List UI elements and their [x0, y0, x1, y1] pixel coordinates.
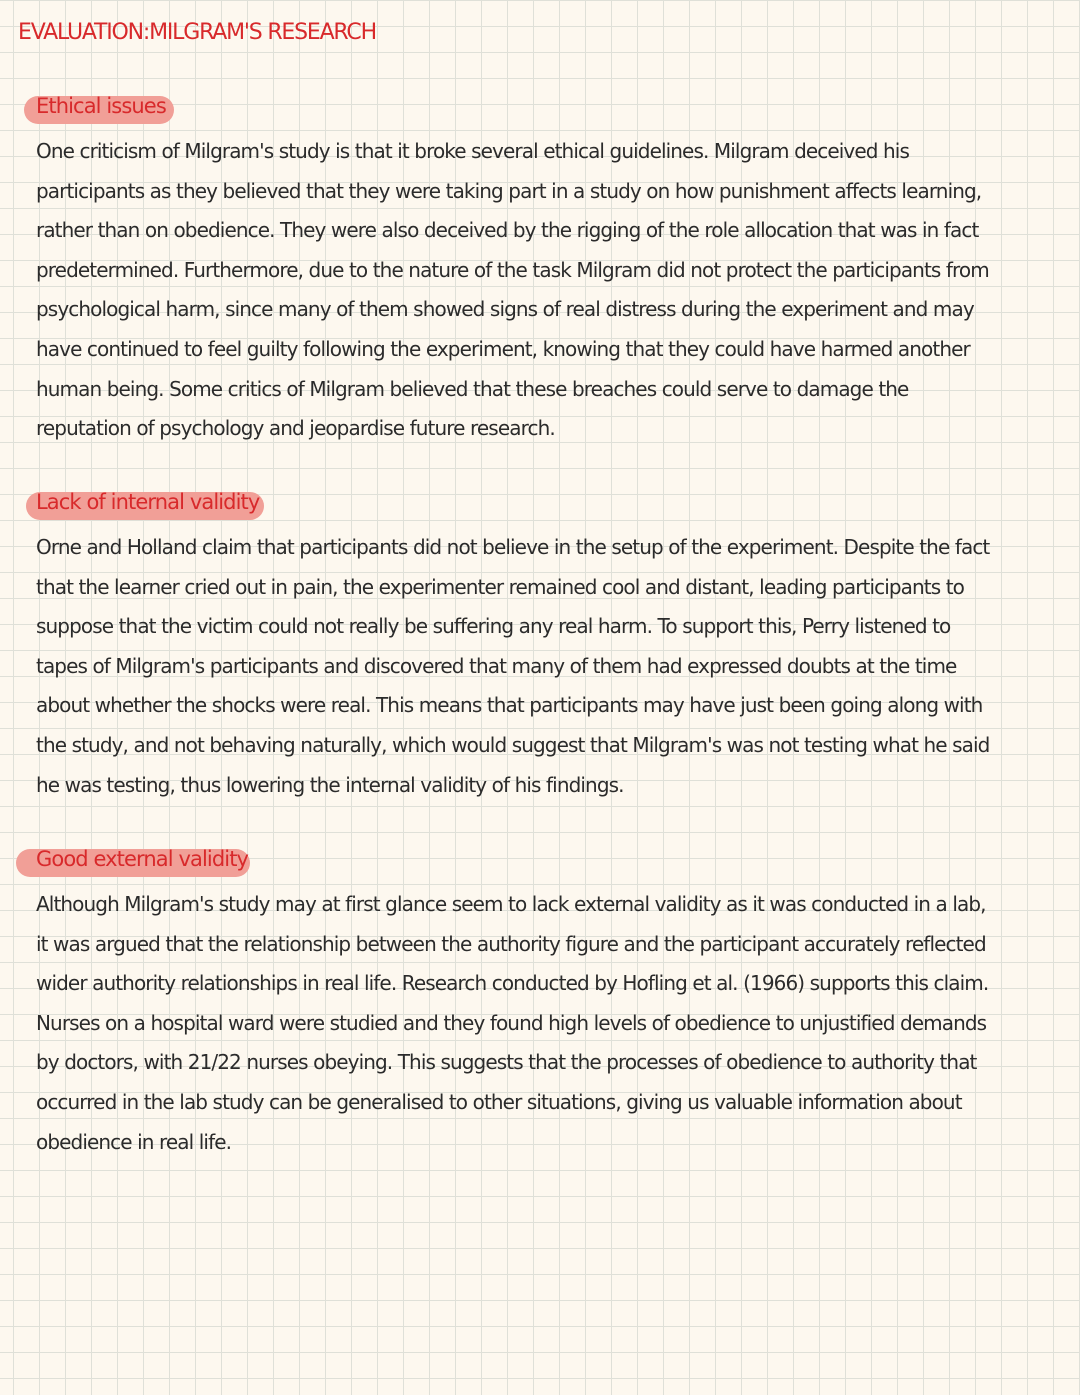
- heading-external-validity: Good external validity: [36, 847, 249, 871]
- heading-ethical-issues: Ethical issues: [36, 94, 166, 118]
- section-external-validity: [0, 845, 1080, 1154]
- section-heading: [0, 488, 1080, 524]
- section-ethical-issues: [0, 92, 1080, 441]
- paragraph-external-validity: Although Milgram's study may at first glance seem to lack external validity as it was conducted in a lab, it was argued that the relationship between the authority figure and the participant accurately reflected wider authority relationships in real life. Research conducted by Hofling et al. (1966) supports this claim. Nurses on a hospital ward were studied and they found high levels of obedience to unjustified demands by doctors, with 21/22 nurses obeying. This suggests that the processes of obedience to authority that occurred in the lab study can be generalised to other situations, giving us valuable information about obedience in real life.: [36, 892, 989, 1154]
- heading-internal-validity: Lack of internal validity: [36, 490, 260, 514]
- paragraph-ethical-issues: One criticism of Milgram's study is that it broke several ethical guidelines. Milgram deceived his participants as they believed that they were taking part in a study on how punishment affects learning, rather than on obedience. They were also deceived by the rigging of the role allocation that was in fact predetermined. Furthermore, due to the nature of the task Milgram did not protect the participants from psychological harm, since many of them showed signs of real distress during the experiment and may have continued to feel guilty following the experiment, knowing that they could have harmed another human being. Some critics of Milgram believed that these breaches could serve to damage the reputation of psychology and jeopardise future research.: [36, 139, 989, 441]
- section-heading: [0, 92, 1080, 128]
- page-title: EVALUATION:MILGRAM'S RESEARCH: [18, 20, 376, 45]
- section-heading: [0, 845, 1080, 881]
- paragraph-internal-validity: Orne and Holland claim that participants did not believe in the setup of the experiment. Despite the fact that the learner cried out in pain, the experimenter remained cool and distant, leading participants to suppose that the victim could not really be suffering any real harm. To support this, Perry listened to tapes of Milgram's participants and discovered that many of them had expressed doubts at the time about whether the shocks were real. This means that participants may have just been going along with the study, and not behaving naturally, which would suggest that Milgram's was not testing what he said he was testing, thus lowering the internal validity of his findings.: [36, 535, 990, 797]
- section-internal-validity: [0, 488, 1080, 797]
